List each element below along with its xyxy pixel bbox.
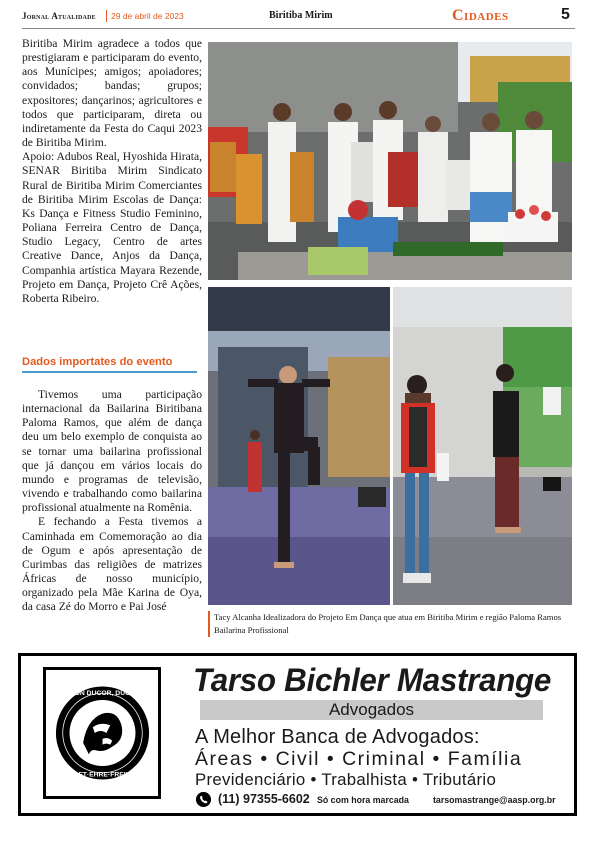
caption-marker bbox=[208, 611, 210, 637]
section-title: Cidades bbox=[452, 7, 509, 24]
photo-caption: Tacy Alcanha Idealizadora do Projeto Em Dança que atua em Biritiba Mirim e região Paloma Ramos Bailarina Profissional bbox=[214, 612, 562, 635]
appointment-note: Só com hora marcada bbox=[317, 795, 409, 805]
header-divider bbox=[106, 10, 107, 22]
phone-number[interactable]: (11) 97355-6602 bbox=[218, 792, 310, 806]
page-number: 5 bbox=[561, 6, 570, 23]
newspaper-name: Jornal Atualidade bbox=[22, 11, 96, 21]
photo-speakers bbox=[393, 287, 572, 605]
article-paragraph: E fechando a Festa tivemos a Caminhada em Comemoração ao dia de Ogum e após apresentação de Curimbas das religiões de matrizes Áfricas de nosso município, organizado pela Mãe Karina de Oya, da casa Zé do Morro e Pai José bbox=[22, 515, 202, 614]
subheading-rule bbox=[22, 371, 197, 373]
law-firm-ad bbox=[18, 653, 577, 816]
issue-date: 29 de abril de 2023 bbox=[111, 11, 184, 21]
header-rule bbox=[22, 28, 575, 29]
practice-areas: Áreas • Civil • Criminal • Família bbox=[195, 748, 523, 770]
photo-dancer bbox=[208, 287, 390, 605]
svg-text:NON DUCOR, DUCO: NON DUCOR, DUCO bbox=[69, 690, 136, 698]
svg-text:KRAFT·EHRE·FREIHEIT: KRAFT·EHRE·FREIHEIT bbox=[63, 771, 142, 779]
article-column-bottom bbox=[22, 388, 202, 615]
article-subheading: Dados importates do evento bbox=[22, 356, 173, 368]
article-paragraph: Apoio: Adubos Real, Hyoshida Hirata, SENAR Biritiba Mirim Sindicato Rural de Biritiba Mirim Comerciantes de Biritiba Mirim Escolas de Dança: Ks Dança e Fitness Studio Feminino, Poliana Ferreira Centro de Dança, Studio Legacy, Centro de artes Creative Dance, Anjos da Dança, Companhia artística Mayara Rezende, Projeto em Dança, Projeto Crê Ações, Roberta Ribeiro. bbox=[22, 150, 202, 305]
photo-musicians bbox=[208, 42, 572, 280]
firm-tagline: A Melhor Banca de Advogados: bbox=[195, 726, 480, 748]
firm-name: Tarso Bichler Mastrange bbox=[193, 662, 552, 698]
article-paragraph: Biritiba Mirim agradece a todos que prestigiaram e participaram do evento, aos Munícipes; amigos; apoiadores; convidados; bandas; grupos; expositores; dançarinos; agricultores e todos que participaram, direta ou indiretamente da Festa do Caqui 2023 de Biritiba Mirim. bbox=[22, 37, 202, 150]
city-name: Biritiba Mirim bbox=[269, 10, 333, 21]
whatsapp-icon bbox=[196, 792, 211, 807]
article-paragraph: Tivemos uma participação internacional da Bailarina Biritibana Paloma Ramos, que além de dança deu um belo exemplo de conquista ao se tornar uma bailarina profissional que já dançou em vários locais do mundo e programas de televisão, vivendo e trabalhando como bailarina profissional atualmente na Romênia. bbox=[22, 388, 202, 515]
page-header bbox=[22, 7, 575, 27]
email-address[interactable]: tarsomastrange@aasp.org.br bbox=[433, 795, 556, 805]
firm-type: Advogados bbox=[328, 700, 415, 719]
logo-frame bbox=[43, 667, 161, 799]
firm-logo bbox=[54, 683, 151, 783]
article-column-top bbox=[22, 37, 202, 306]
practice-areas-2: Previdenciário • Trabalhista • Tributário bbox=[195, 770, 497, 789]
